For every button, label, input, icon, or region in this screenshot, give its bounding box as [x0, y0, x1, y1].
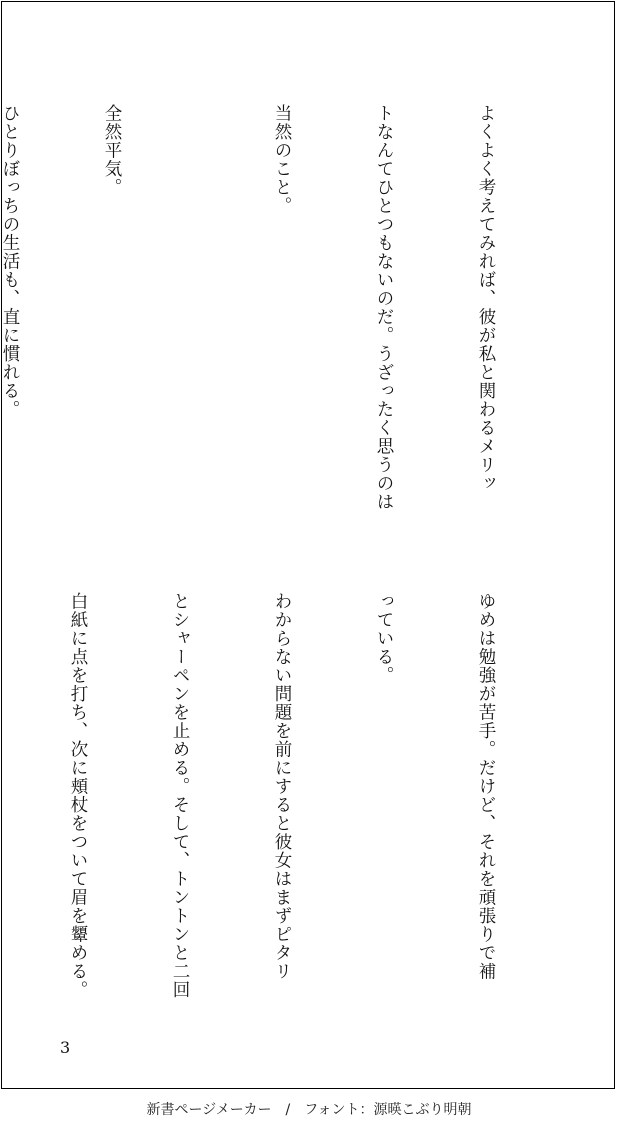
text-line: ひとりぼっちの生活も、直に慣れる。	[0, 104, 20, 419]
text-column-bottom	[0, 592, 571, 999]
text-line: トなんてひとつもないのだ。うざったく思うのは	[374, 104, 394, 511]
text-line: 白紙に点を打ち、次に頬杖をついて眉を顰める。	[68, 592, 88, 999]
footer-credit: 新書ページメーカー / フォント：源暎こぶり明朝	[146, 1102, 472, 1118]
text-column-top	[0, 104, 571, 511]
book-page	[1, 1, 615, 1089]
text-line: ゆめは勉強が苦手。だけど、それを頑張りで補	[476, 592, 496, 981]
text-line: とシャーペンを止める。そして、トントンと二回	[170, 592, 190, 999]
text-line: わからない問題を前にすると彼女はまずピタリ	[272, 592, 292, 981]
text-line: 当然のこと。	[272, 104, 292, 215]
text-line: 全然平気。	[102, 104, 122, 197]
page-number: 3	[60, 1038, 71, 1057]
text-line: よくよく考えてみれば、彼が私と関わるメリッ	[476, 104, 496, 493]
text-line: っている。	[374, 592, 394, 685]
